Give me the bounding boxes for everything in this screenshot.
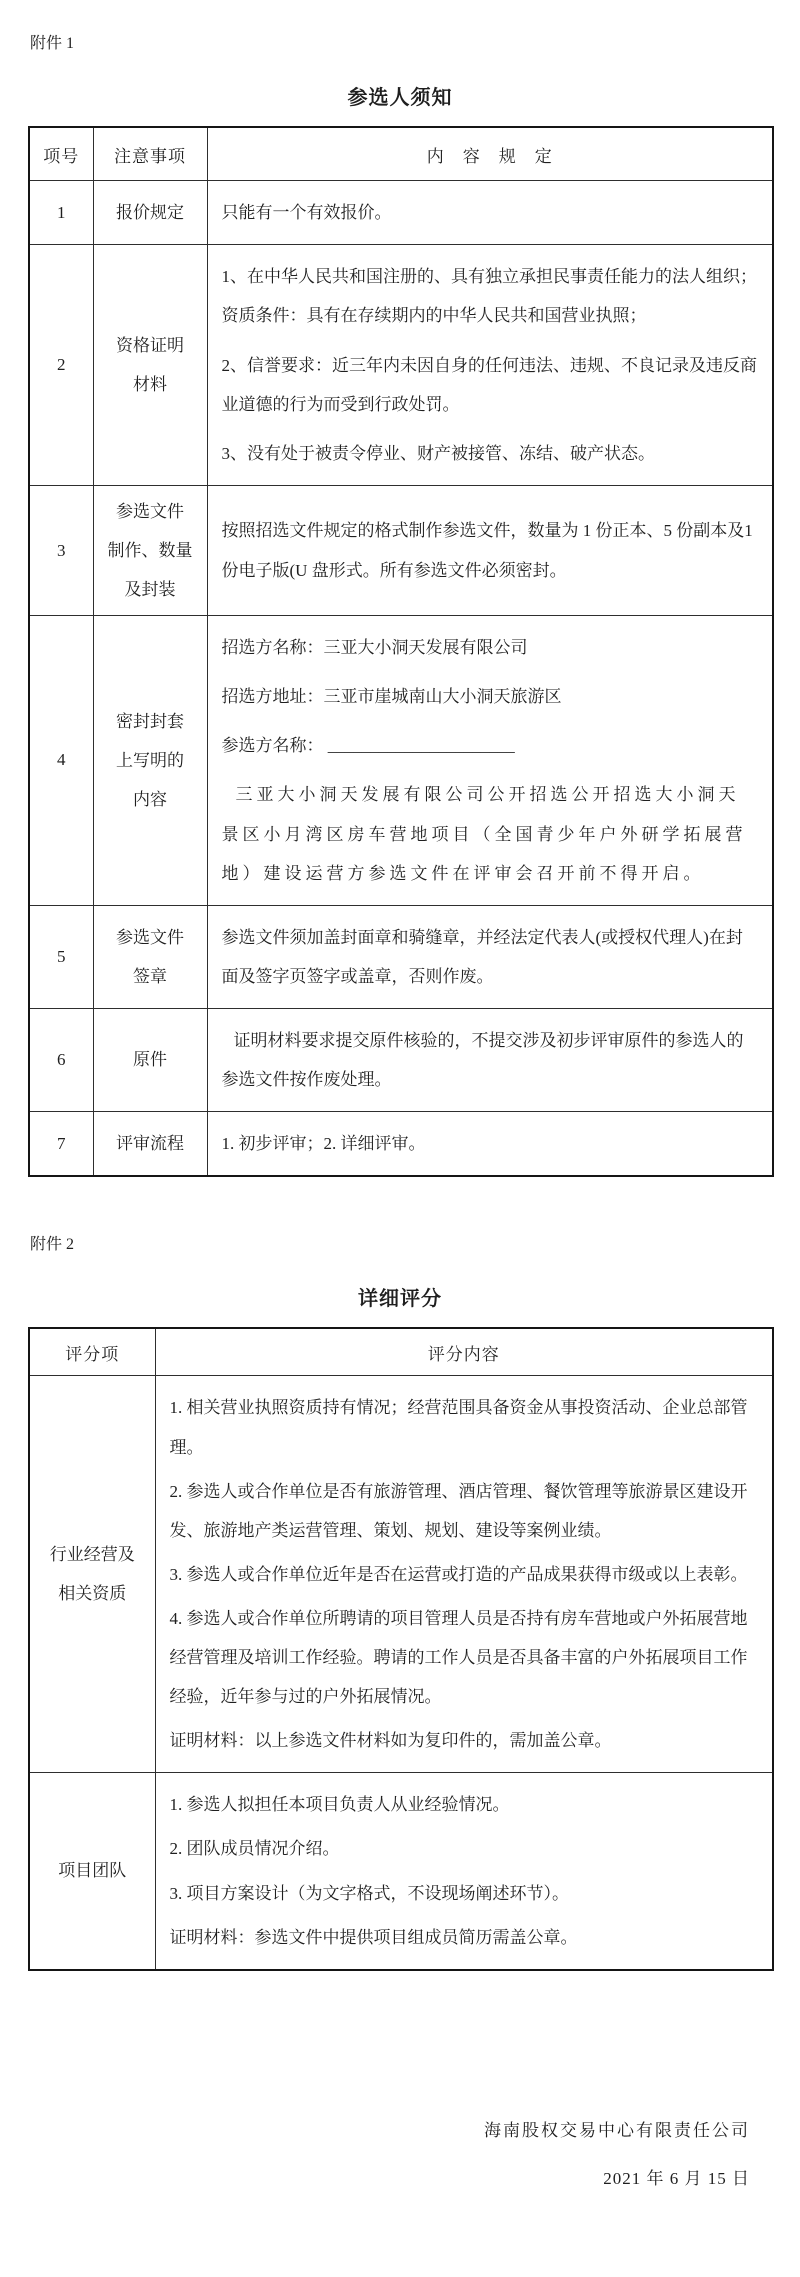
content-paragraph: 证明材料：以上参选文件材料如为复印件的，需加盖公章。 (169, 1731, 612, 1751)
item-label-line: 项目团队 (58, 1861, 127, 1881)
content-rule-cell (207, 1008, 773, 1111)
item-number-cell: 1 (29, 181, 93, 245)
notice-table-row (29, 905, 773, 1008)
item-number-cell: 2 (29, 245, 93, 485)
notice-table-row (29, 1112, 773, 1177)
item-label-line: 材料 (133, 375, 167, 395)
content-paragraph: 证明材料要求提交原件核验的，不提交涉及初步评审原件的参选人的参选文件按作废处理。 (221, 1030, 744, 1089)
content-paragraph: 1. 相关营业执照资质持有情况；经营范围具备资金从事投资活动、企业总部管理。 (169, 1398, 748, 1457)
content-paragraph: 4. 参选人或合作单位所聘请的项目管理人员是否持有房车营地或户外拓展营地经营管理及培训工作经验。聘请的工作人员是否具备丰富的户外拓展项目工作经验，近年参与过的户外拓展情况。 (169, 1608, 748, 1707)
content-paragraph: 2. 参选人或合作单位是否有旅游管理、酒店管理、餐饮管理等旅游景区建设开发、旅游地产类运营管理、策划、规划、建设等案例业绩。 (169, 1481, 748, 1540)
item-number-cell: 3 (29, 485, 93, 615)
content-paragraph: 招选方地址：三亚市崖城南山大小洞天旅游区 (221, 687, 562, 707)
content-rule-cell (207, 616, 773, 906)
item-label-line: 行业经营及 (49, 1545, 135, 1565)
content-rule-cell (207, 245, 773, 485)
notice-table-row (29, 485, 773, 615)
content-rule-cell (207, 1112, 773, 1177)
item-label-line: 相关资质 (58, 1584, 127, 1604)
content-paragraph: 按照招选文件规定的格式制作参选文件，数量为 1 份正本、5 份副本及1份电子版(U 盘形式。所有参选文件必须密封。 (221, 521, 753, 580)
attention-item-cell (93, 1008, 207, 1111)
content-paragraph: 2. 团队成员情况介绍。 (169, 1839, 340, 1859)
attention-item-cell (93, 1112, 207, 1177)
content-paragraph: 3、没有处于被责令停业、财产被接管、冻结、破产状态。 (221, 443, 655, 463)
scoring-table-row (29, 1773, 773, 1970)
attention-item-cell (93, 616, 207, 906)
attachment1-label: 附件 1 (30, 35, 75, 52)
col-header-content-rule: 内 容 规 定 (207, 127, 773, 181)
notice-table (28, 126, 774, 1177)
attention-item-cell (93, 181, 207, 245)
score-content-cell (155, 1773, 773, 1970)
col-header-score-item: 评分项 (29, 1328, 155, 1376)
col-header-attention-item: 注意事项 (93, 127, 207, 181)
item-label-line: 内容 (133, 789, 167, 809)
scoring-table (28, 1327, 774, 1971)
content-paragraph: 1. 初步评审；2. 详细评审。 (221, 1134, 426, 1154)
table1-title: 参选人须知 (347, 86, 453, 109)
notice-table-row (29, 245, 773, 485)
content-paragraph: 招选方名称：三亚大小洞天发展有限公司 (221, 638, 528, 658)
item-label-line: 参选文件 (116, 927, 184, 947)
item-number-cell: 6 (29, 1008, 93, 1111)
item-number-cell: 5 (29, 905, 93, 1008)
content-paragraph: 参选方名称： ______________________ (221, 736, 515, 756)
item-label-line: 密封封套 (116, 711, 184, 731)
col-header-score-content: 评分内容 (155, 1328, 773, 1376)
item-number-cell: 4 (29, 616, 93, 906)
item-label-line: 参选文件 (116, 501, 184, 521)
footer-company-name: 海南股权交易中心有限责任公司 (484, 2121, 750, 2140)
notice-table-row (29, 1008, 773, 1111)
table2-title: 详细评分 (358, 1287, 442, 1310)
item-label-line: 上写明的 (116, 750, 184, 770)
attention-item-cell (93, 485, 207, 615)
notice-table-header-row (29, 127, 773, 181)
item-label-line: 资格证明 (116, 336, 184, 356)
attachment2-label: 附件 2 (30, 1236, 75, 1254)
item-label-line: 报价规定 (116, 203, 184, 223)
score-item-cell (29, 1773, 155, 1970)
item-label-line: 及封装 (124, 580, 176, 600)
notice-table-row (29, 616, 773, 906)
scoring-table-row (29, 1376, 773, 1773)
notice-table-row (29, 181, 773, 245)
content-paragraph: 参选文件须加盖封面章和骑缝章，并经法定代表人(或授权代理人)在封面及签字页签字或盖章，否则作废。 (221, 927, 743, 986)
attention-item-cell (93, 245, 207, 485)
item-number-cell: 7 (29, 1112, 93, 1177)
score-item-cell (29, 1376, 155, 1773)
content-paragraph: 只能有一个有效报价。 (221, 203, 392, 223)
content-rule-cell (207, 181, 773, 245)
scoring-table-header-row (29, 1328, 773, 1376)
item-label-line: 原件 (133, 1050, 167, 1070)
content-paragraph: 3. 项目方案设计（为文字格式，不设现场阐述环节）。 (169, 1883, 569, 1903)
item-label-line: 评审流程 (116, 1134, 184, 1154)
content-rule-cell (207, 905, 773, 1008)
content-paragraph: 1、在中华人民共和国注册的、具有独立承担民事责任能力的法人组织；资质条件：具有在存续期内的中华人民共和国营业执照； (221, 267, 757, 326)
item-label-line: 制作、数量 (107, 540, 193, 560)
score-content-cell (155, 1376, 773, 1773)
content-paragraph: 2、信誉要求：近三年内未因自身的任何违法、违规、不良记录及违反商业道德的行为而受到行政处罚。 (221, 355, 757, 414)
content-rule-cell (207, 485, 773, 615)
content-paragraph: 1. 参选人拟担任本项目负责人从业经验情况。 (169, 1795, 510, 1815)
footer-date: 2021 年 6 月 15 日 (603, 2169, 750, 2188)
attention-item-cell (93, 905, 207, 1008)
item-label-line: 签章 (133, 966, 167, 986)
content-paragraph: 三亚大小洞天发展有限公司公开招选公开招选大小洞天景区小月湾区房车营地项目（全国青少年户外研学拓展营地）建设运营方参选文件在评审会召开前不得开启。 (221, 785, 747, 883)
content-paragraph: 证明材料：参选文件中提供项目组成员简历需盖公章。 (169, 1927, 578, 1947)
content-paragraph: 3. 参选人或合作单位近年是否在运营或打造的产品成果获得市级或以上表彰。 (169, 1564, 748, 1584)
col-header-item-no: 项号 (29, 127, 93, 181)
